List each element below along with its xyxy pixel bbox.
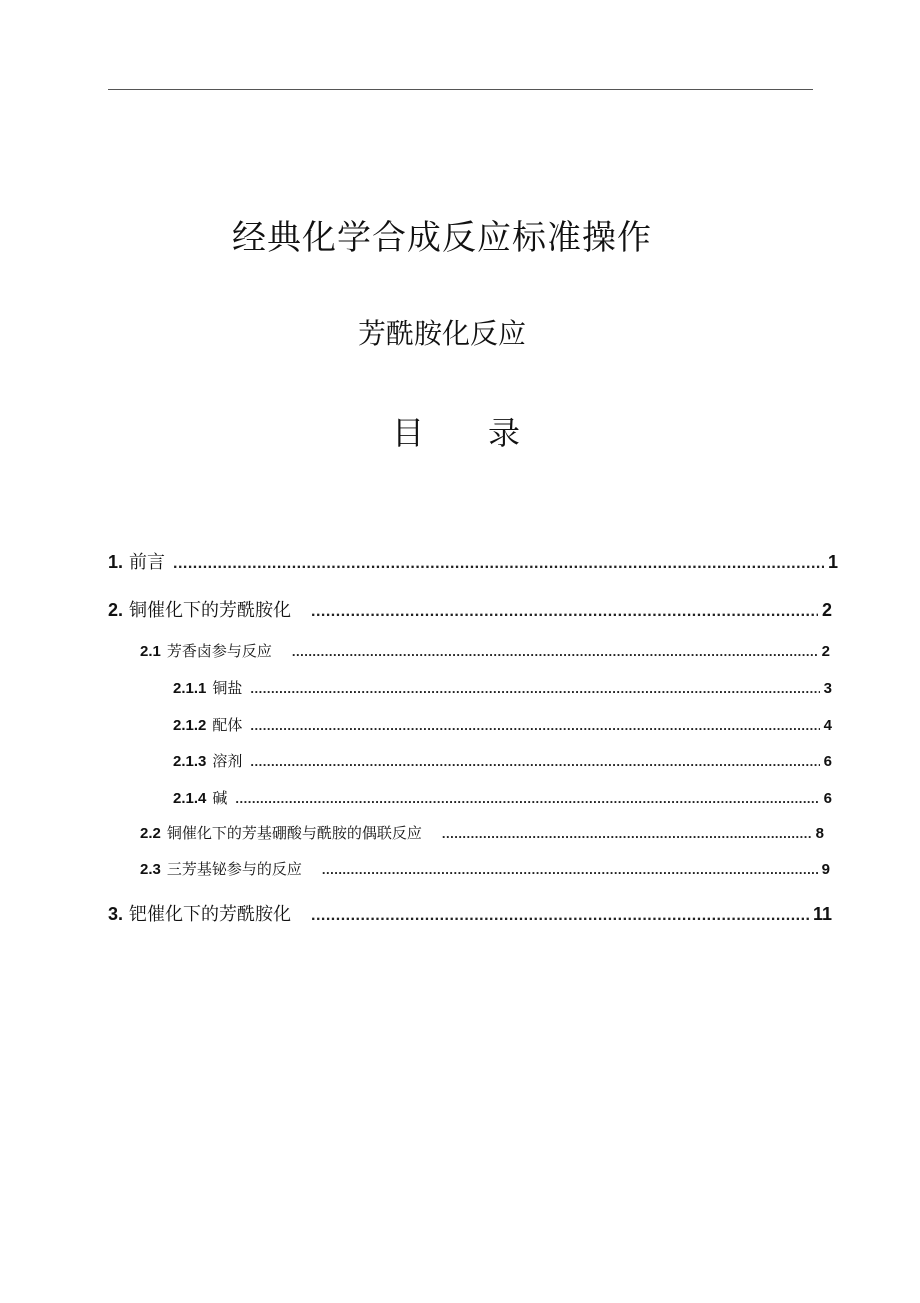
toc-entry-number: 3. xyxy=(108,904,124,924)
toc-entry-1[interactable] xyxy=(108,548,838,574)
toc-entry-page: 6 xyxy=(823,790,832,807)
toc-entry-2-1-2[interactable] xyxy=(173,714,832,735)
toc-dot-leader xyxy=(311,907,809,925)
toc-dot-leader xyxy=(442,826,812,841)
toc-dot-leader xyxy=(235,791,819,806)
toc-entry-label: 铜盐 xyxy=(212,679,243,697)
toc-entry-page: 2 xyxy=(821,643,830,660)
toc-entry-page: 6 xyxy=(823,753,832,770)
toc-dot-leader xyxy=(311,603,818,621)
toc-entry-2-1-4[interactable] xyxy=(173,787,832,808)
toc-entry-label: 溶剂 xyxy=(212,752,243,770)
toc-entry-number: 2.1.4 xyxy=(173,790,207,807)
toc-entry-number: 2.1.3 xyxy=(173,753,207,770)
toc-heading-char: 目 xyxy=(391,414,424,452)
toc-entry-2-1-3[interactable] xyxy=(173,750,832,771)
toc-dot-leader xyxy=(250,681,819,696)
toc-dot-leader xyxy=(250,754,819,769)
toc-dot-leader xyxy=(250,718,819,733)
toc-entry-label: 铜催化下的芳酰胺化 xyxy=(129,600,292,621)
toc-entry-2-2[interactable] xyxy=(140,822,824,843)
toc-entry-number: 2. xyxy=(108,600,124,620)
toc-heading-char: 录 xyxy=(488,414,521,452)
toc-entry-label: 配体 xyxy=(212,716,243,734)
toc-entry-label: 碱 xyxy=(212,789,228,807)
toc-entry-2[interactable] xyxy=(108,596,832,622)
toc-entry-label: 前言 xyxy=(129,552,166,573)
toc-entry-number: 2.3 xyxy=(140,861,161,878)
toc-entry-page: 8 xyxy=(815,825,824,842)
toc-entry-number: 2.1.2 xyxy=(173,717,207,734)
toc-entry-page: 2 xyxy=(821,600,832,620)
toc-dot-leader xyxy=(173,555,824,573)
toc-entry-2-3[interactable] xyxy=(140,858,830,879)
toc-entry-2-1-1[interactable] xyxy=(173,677,832,698)
toc-entry-label: 钯催化下的芳酰胺化 xyxy=(129,904,292,925)
toc-dot-leader xyxy=(322,862,818,877)
toc-entry-label: 三芳基铋参与的反应 xyxy=(166,860,302,878)
toc-entry-page: 11 xyxy=(812,904,832,924)
toc-entry-number: 2.2 xyxy=(140,825,161,842)
toc-entry-number: 1. xyxy=(108,552,124,572)
toc-entry-number: 2.1 xyxy=(140,643,161,660)
toc-entry-number: 2.1.1 xyxy=(173,680,207,697)
toc-heading xyxy=(0,408,916,454)
toc-entry-2-1[interactable] xyxy=(140,640,830,661)
toc-entry-page: 9 xyxy=(821,861,830,878)
header-rule xyxy=(108,89,813,90)
toc-entry-page: 4 xyxy=(823,717,832,734)
document-title: 经典化学合成反应标准操作 xyxy=(232,218,652,258)
toc-entry-label: 铜催化下的芳基硼酸与酰胺的偶联反应 xyxy=(166,824,422,842)
toc-entry-label: 芳香卤参与反应 xyxy=(166,642,272,660)
toc-entry-page: 1 xyxy=(827,552,838,572)
toc-dot-leader xyxy=(292,644,818,659)
toc-entry-3[interactable] xyxy=(108,900,832,926)
document-subtitle: 芳酰胺化反应 xyxy=(357,317,526,350)
toc-entry-page: 3 xyxy=(823,680,832,697)
